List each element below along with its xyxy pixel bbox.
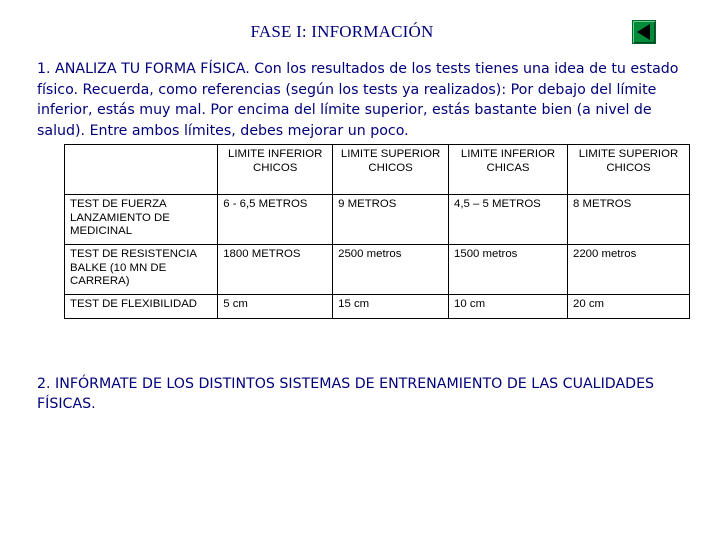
value-cell: 8 METROS — [567, 195, 689, 245]
section-two-heading: 2. INFÓRMATE DE LOS DISTINTOS SISTEMAS DE ENTRENAMIENTO DE LAS CUALIDADES FÍSICAS. — [37, 376, 655, 412]
value-cell: 1500 metros — [449, 245, 568, 295]
page-title: FASE I: INFORMACIÓN — [250, 22, 434, 41]
value-cell: 6 - 6,5 METROS — [218, 195, 333, 245]
value-cell: 1800 METROS — [218, 245, 333, 295]
header-limite-inferior-chicas: LIMITE INFERIOR CHICAS — [449, 145, 568, 195]
table-row — [65, 245, 690, 295]
value-cell: 4,5 – 5 METROS — [449, 195, 568, 245]
test-name-cell: TEST DE FLEXIBILIDAD — [65, 295, 218, 319]
test-name-cell: TEST DE FUERZA LANZAMIENTO DE MEDICINAL — [65, 195, 218, 245]
value-cell: 5 cm — [218, 295, 333, 319]
intro-paragraph: 1. ANALIZA TU FORMA FÍSICA. Con los resultados de los tests tienes una idea de tu estado físico. Recuerda, como referencias (según los tests ya realizados): Por debajo del límite inferior, estás muy mal. Por encima del límite superior, estás bastante bien (a nivel de salud). Entre ambos límites, debes mejorar un poco. — [37, 61, 679, 139]
value-cell: 20 cm — [567, 295, 689, 319]
value-cell: 9 METROS — [333, 195, 449, 245]
header-limite-superior-chicos: LIMITE SUPERIOR CHICOS — [333, 145, 449, 195]
value-cell: 2500 metros — [333, 245, 449, 295]
test-name-cell: TEST DE RESISTENCIA BALKE (10 MN DE CARRERA) — [65, 245, 218, 295]
header-limite-superior-chicos-2: LIMITE SUPERIOR CHICOS — [567, 145, 689, 195]
table-row — [65, 295, 690, 319]
table-header-row — [65, 145, 690, 195]
table-row — [65, 195, 690, 245]
value-cell: 15 cm — [333, 295, 449, 319]
triangle-left-icon — [633, 21, 655, 43]
table-header-corner — [65, 145, 218, 195]
back-button[interactable] — [632, 20, 656, 44]
header-limite-inferior-chicos: LIMITE INFERIOR CHICOS — [218, 145, 333, 195]
value-cell: 2200 metros — [567, 245, 689, 295]
value-cell: 10 cm — [449, 295, 568, 319]
limits-table — [64, 144, 690, 319]
